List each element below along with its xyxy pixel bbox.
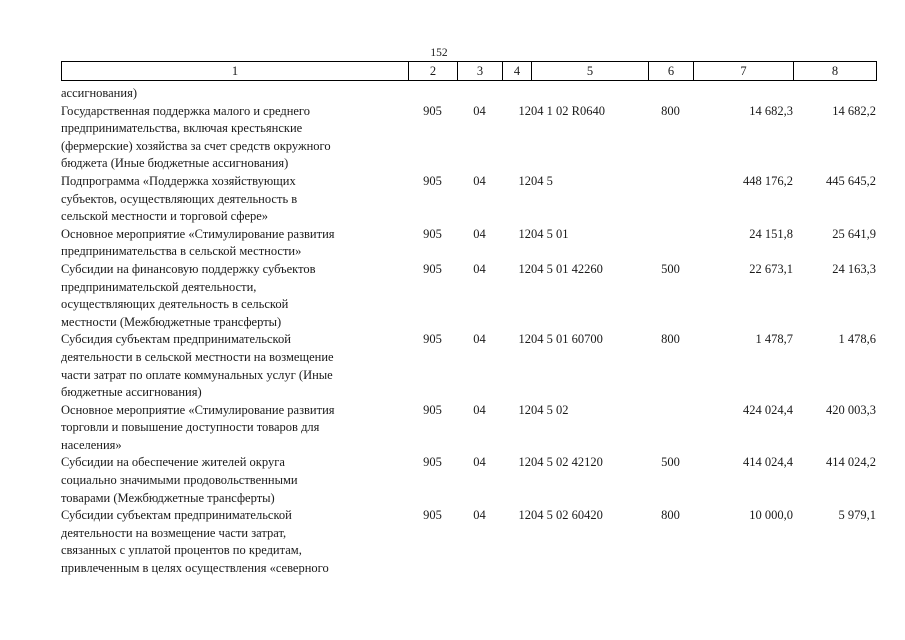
expense-type-code xyxy=(648,173,693,226)
amount-col-7: 10 000,0 xyxy=(749,508,793,523)
table-body xyxy=(61,85,876,578)
section-code xyxy=(457,85,502,103)
amount-col-7 xyxy=(693,85,793,103)
header-col-3: 3 xyxy=(458,62,503,81)
section-code: 04 xyxy=(473,402,486,417)
description-line: Субсидии на обеспечение жителей округа xyxy=(61,455,285,470)
section-code: 04 xyxy=(473,261,486,276)
amount-col-7: 414 024,4 xyxy=(743,455,793,470)
description-line: осуществляющих деятельность в сельской xyxy=(61,297,289,312)
section-code: 04 xyxy=(473,226,486,241)
amount-col-7: 424 024,4 xyxy=(743,402,793,417)
description-line: деятельности на возмещение части затрат, xyxy=(61,525,287,540)
description-line: Субсидия субъектам предпринимательской xyxy=(61,332,291,347)
ministry-code: 905 xyxy=(423,332,442,347)
table-row xyxy=(61,85,876,103)
description-line: Основное мероприятие «Стимулирование развития xyxy=(61,226,335,241)
amount-col-8: 14 682,2 xyxy=(832,103,876,118)
expense-type-code xyxy=(648,85,693,103)
target-article-code: 04 5 02 42120 xyxy=(531,455,603,470)
section-code: 04 xyxy=(473,103,486,118)
ministry-code: 905 xyxy=(423,508,442,523)
description-line: населения» xyxy=(61,437,122,452)
amount-col-7: 448 176,2 xyxy=(743,173,793,188)
amount-col-8: 445 645,2 xyxy=(826,173,876,188)
description-line: предпринимательской деятельности, xyxy=(61,279,257,294)
description-line: части затрат по оплате коммунальных услуг (Иные xyxy=(61,367,333,382)
ministry-code: 905 xyxy=(423,103,442,118)
row-description xyxy=(61,402,408,455)
row-description xyxy=(61,173,408,226)
budget-table xyxy=(61,85,876,578)
description-line: предпринимательства в сельской местности» xyxy=(61,244,302,259)
target-article-code xyxy=(531,85,648,103)
amount-col-8 xyxy=(793,85,876,103)
target-article-code: 04 1 02 R0640 xyxy=(531,103,605,118)
column-number-header xyxy=(61,61,877,81)
ministry-code: 905 xyxy=(423,173,442,188)
subsection-code: 12 xyxy=(518,332,531,347)
row-description xyxy=(61,261,408,331)
target-article-code: 04 5 01 42260 xyxy=(531,261,603,276)
row-description xyxy=(61,454,408,507)
expense-type-code: 500 xyxy=(661,455,680,470)
row-description xyxy=(61,507,408,577)
target-article-code: 04 5 02 xyxy=(531,402,569,417)
table-row xyxy=(61,507,876,577)
row-description xyxy=(61,226,408,261)
target-article-code: 04 5 01 xyxy=(531,226,569,241)
expense-type-code: 500 xyxy=(661,261,680,276)
header-col-2: 2 xyxy=(409,62,458,81)
amount-col-8: 24 163,3 xyxy=(832,261,876,276)
section-code: 04 xyxy=(473,332,486,347)
header-col-4: 4 xyxy=(503,62,532,81)
target-article-code: 04 5 02 60420 xyxy=(531,508,603,523)
amount-col-7: 1 478,7 xyxy=(755,332,793,347)
amount-col-7: 14 682,3 xyxy=(749,103,793,118)
expense-type-code xyxy=(648,226,693,261)
ministry-code xyxy=(408,85,457,103)
expense-type-code: 800 xyxy=(661,332,680,347)
subsection-code: 12 xyxy=(518,402,531,417)
subsection-code xyxy=(502,85,531,103)
table-row xyxy=(61,226,876,261)
table-row xyxy=(61,261,876,331)
expense-type-code: 800 xyxy=(661,508,680,523)
page-number: 152 xyxy=(430,47,448,59)
amount-col-8: 25 641,9 xyxy=(832,226,876,241)
expense-type-code: 800 xyxy=(661,103,680,118)
header-col-7: 7 xyxy=(694,62,794,81)
description-line: торговли и повышение доступности товаров для xyxy=(61,420,320,435)
amount-col-7: 22 673,1 xyxy=(749,261,793,276)
amount-col-7: 24 151,8 xyxy=(749,226,793,241)
header-row xyxy=(62,62,877,81)
section-code: 04 xyxy=(473,455,486,470)
row-description xyxy=(61,85,408,103)
description-line: местности (Межбюджетные трансферты) xyxy=(61,314,282,329)
section-code: 04 xyxy=(473,173,486,188)
subsection-code: 12 xyxy=(518,226,531,241)
ministry-code: 905 xyxy=(423,402,442,417)
description-line: товарами (Межбюджетные трансферты) xyxy=(61,490,275,505)
description-line: социально значимыми продовольственными xyxy=(61,473,298,488)
header-col-8: 8 xyxy=(794,62,877,81)
description-line: Подпрограмма «Поддержка хозяйствующих xyxy=(61,173,296,188)
header-col-1: 1 xyxy=(62,62,409,81)
subsection-code: 12 xyxy=(518,261,531,276)
table-row xyxy=(61,454,876,507)
ministry-code: 905 xyxy=(423,261,442,276)
subsection-code: 12 xyxy=(518,508,531,523)
description-line: Основное мероприятие «Стимулирование развития xyxy=(61,402,335,417)
expense-type-code xyxy=(648,402,693,455)
amount-col-8: 5 979,1 xyxy=(838,508,876,523)
section-code: 04 xyxy=(473,508,486,523)
description-line: связанных с уплатой процентов по кредитам, xyxy=(61,543,302,558)
description-line: сельской местности и торговой сфере» xyxy=(61,209,269,224)
subsection-code: 12 xyxy=(518,455,531,470)
description-line: Субсидии субъектам предпринимательской xyxy=(61,508,292,523)
amount-col-8: 1 478,6 xyxy=(838,332,876,347)
description-line: субъектов, осуществляющих деятельность в xyxy=(61,191,298,206)
description-line: предпринимательства, включая крестьянские xyxy=(61,121,303,136)
amount-col-8: 414 024,2 xyxy=(826,455,876,470)
ministry-code: 905 xyxy=(423,455,442,470)
subsection-code: 12 xyxy=(518,173,531,188)
table-row xyxy=(61,331,876,401)
table-row xyxy=(61,402,876,455)
description-line: Субсидии на финансовую поддержку субъектов xyxy=(61,261,316,276)
description-line: бюджета (Иные бюджетные ассигнования) xyxy=(61,156,289,171)
row-description xyxy=(61,331,408,401)
amount-col-8: 420 003,3 xyxy=(826,402,876,417)
description-line: ассигнования) xyxy=(61,86,137,100)
row-description xyxy=(61,103,408,173)
subsection-code: 12 xyxy=(518,103,531,118)
description-line: Государственная поддержка малого и среднего xyxy=(61,103,310,118)
table-row xyxy=(61,173,876,226)
target-article-code: 04 5 xyxy=(531,173,553,188)
header-col-5: 5 xyxy=(532,62,649,81)
description-line: привлеченным в целях осуществления «северного xyxy=(61,561,329,576)
ministry-code: 905 xyxy=(423,226,442,241)
description-line: бюджетные ассигнования) xyxy=(61,385,202,400)
table-row xyxy=(61,103,876,173)
description-line: деятельности в сельской местности на возмещение xyxy=(61,349,334,364)
target-article-code: 04 5 01 60700 xyxy=(531,332,603,347)
header-col-6: 6 xyxy=(649,62,694,81)
description-line: (фермерские) хозяйства за счет средств окружного xyxy=(61,138,331,153)
